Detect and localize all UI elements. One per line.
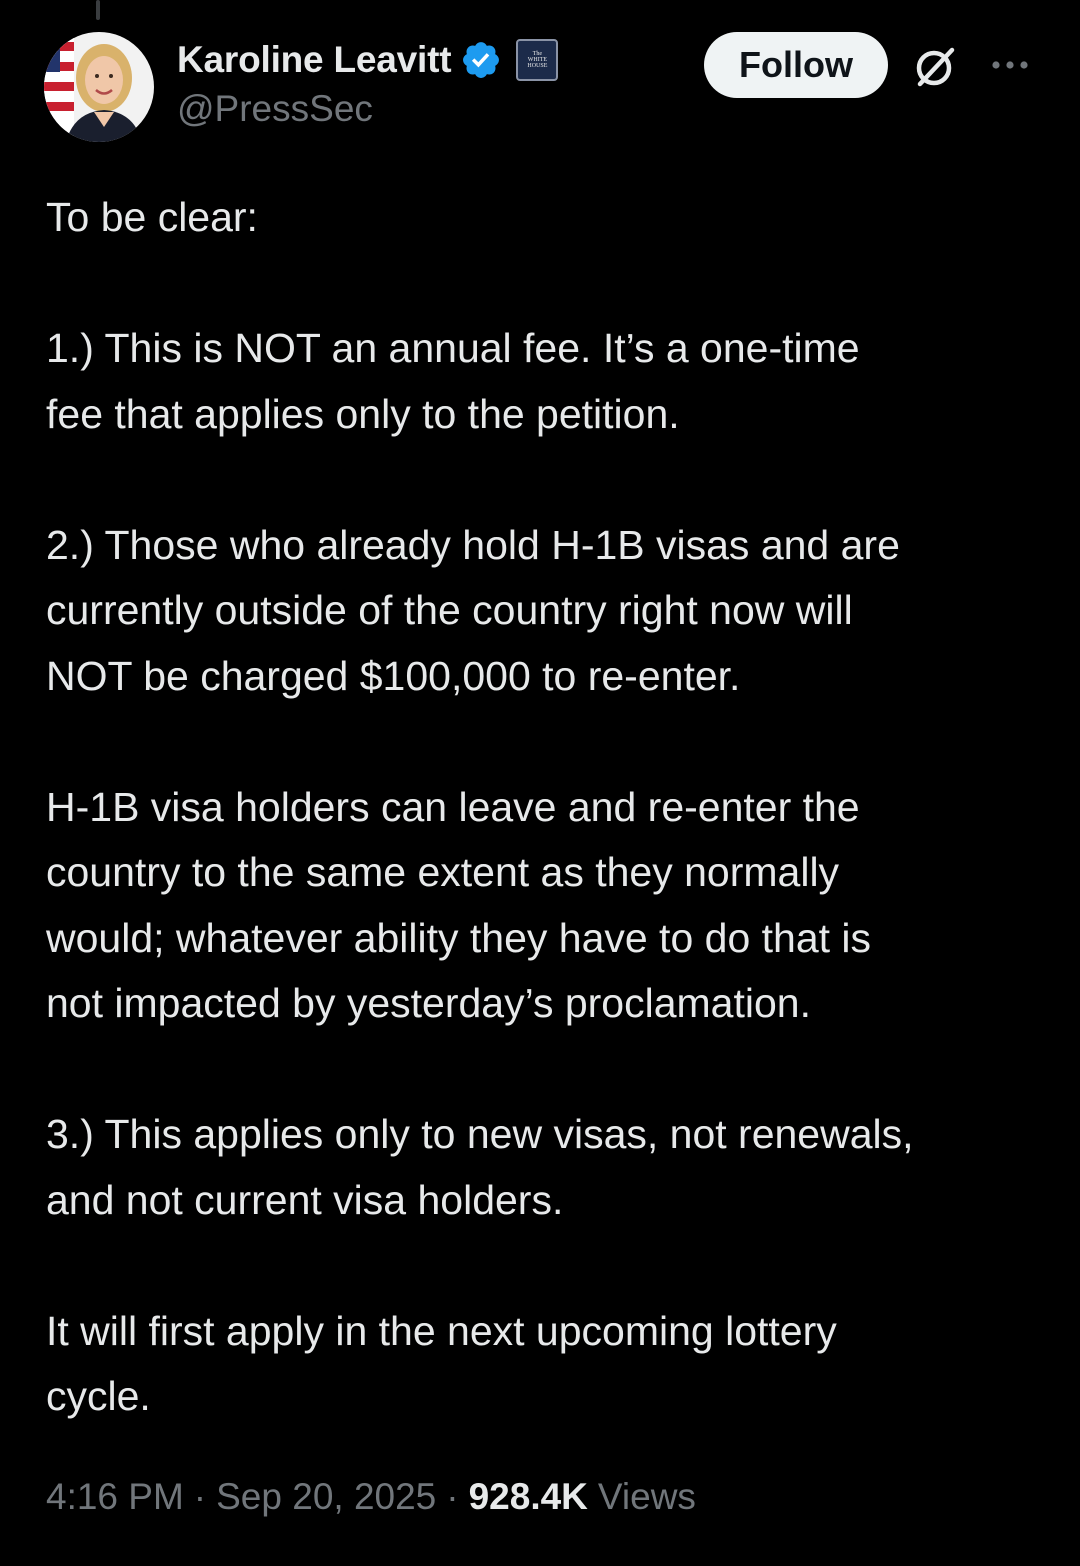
avatar-image (44, 32, 154, 142)
tweet-timestamp-date[interactable]: Sep 20, 2025 (216, 1476, 437, 1517)
tweet-line: currently outside of the country right now will (46, 587, 853, 633)
tweet-text (46, 185, 1046, 1495)
tweet-line: NOT be charged $100,000 to re-enter. (46, 652, 741, 699)
thread-connector-line (96, 0, 100, 20)
tweet-paragraph (46, 316, 1046, 447)
tweet-line: H-1B visa holders can leave and re-enter the (46, 783, 860, 830)
meta-separator: · (193, 1476, 207, 1517)
verified-badge-icon[interactable] (460, 39, 502, 81)
name-row (177, 36, 558, 84)
meta-separator: · (446, 1476, 459, 1517)
avatar[interactable] (44, 32, 154, 142)
tweet-line: 1.) This is NOT an annual fee. It’s a one-time (46, 325, 860, 371)
tweet-meta (46, 1476, 696, 1518)
more-options-icon[interactable] (988, 50, 1032, 80)
tweet-line: It will first apply in the next upcoming lottery (46, 1307, 837, 1354)
tweet-line: not impacted by yesterday’s proclamation. (46, 980, 811, 1026)
tweet-line: and not current visa holders. (46, 1176, 564, 1223)
grok-icon[interactable] (910, 40, 962, 92)
tweet-line: cycle. (46, 1373, 151, 1419)
tweet-paragraph (46, 185, 1046, 251)
follow-button[interactable]: Follow (704, 32, 888, 98)
tweet-timestamp-time[interactable]: 4:16 PM (46, 1476, 184, 1517)
author-identity (177, 36, 558, 130)
tweet-paragraph (46, 513, 1046, 710)
author-handle[interactable]: @PressSec (177, 88, 373, 129)
views-count[interactable]: 928.4K (468, 1476, 588, 1517)
author-display-name[interactable]: Karoline Leavitt (177, 39, 452, 80)
tweet-line: 2.) Those who already hold H-1B visas and are (46, 521, 900, 568)
white-house-affiliation-badge[interactable] (516, 39, 558, 81)
tweet-line: To be clear: (46, 194, 258, 240)
views-label: Views (597, 1476, 696, 1517)
affiliation-badge-text: The WHITE HOUSE (527, 51, 548, 69)
tweet-paragraph (46, 1102, 1046, 1233)
tweet-line: would; whatever ability they have to do that is (46, 914, 872, 961)
tweet-paragraph (46, 775, 1046, 1037)
tweet-line: 3.) This applies only to new visas, not renewals, (46, 1111, 914, 1157)
tweet-line: country to the same extent as they normally (46, 849, 840, 895)
tweet-line: fee that applies only to the petition. (46, 390, 680, 437)
tweet-paragraph (46, 1299, 1046, 1430)
tweet-header (44, 30, 1044, 150)
